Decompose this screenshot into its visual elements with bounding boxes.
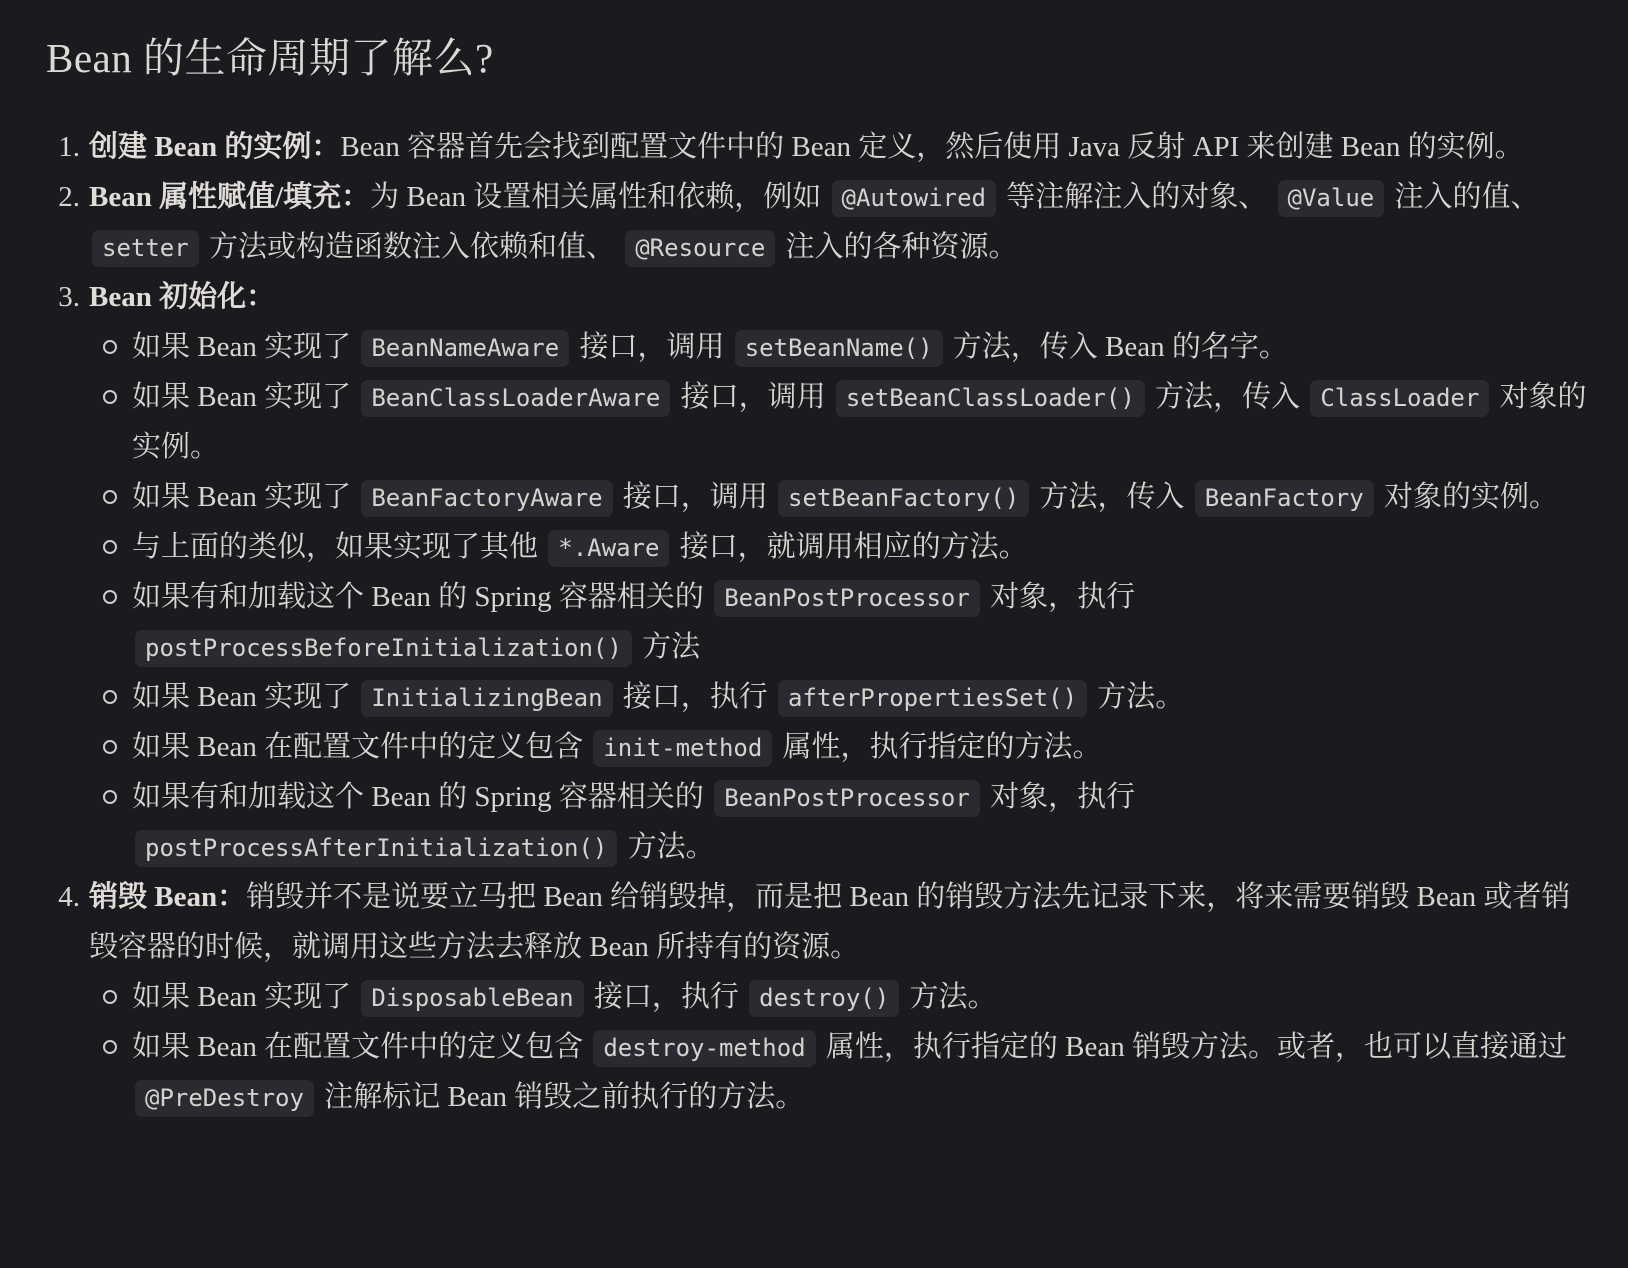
inline-code: InitializingBean	[361, 680, 612, 717]
inline-code: @PreDestroy	[135, 1080, 314, 1117]
text-run: 接口，执行	[615, 681, 776, 713]
list-item-text	[89, 172, 1590, 272]
sub-list-item-text	[132, 472, 1558, 522]
list-item-number: 2.	[58, 181, 80, 213]
inline-code: BeanClassLoaderAware	[361, 380, 670, 417]
text-run: 方法或构造函数注入依赖和值、	[201, 231, 623, 263]
text-run: 如果 Bean 实现了	[132, 331, 359, 363]
bold-label: Bean 初始化：	[89, 281, 276, 313]
circle-bullet-icon	[103, 790, 117, 804]
text-run: 属性，执行指定的 Bean 销毁方法。或者，也可以直接通过	[818, 1031, 1567, 1063]
sub-list-item	[103, 572, 1590, 672]
list-item-text	[89, 272, 1590, 322]
text-run: 接口，调用	[615, 481, 776, 513]
text-run: 接口，执行	[586, 981, 747, 1013]
text-run: 如果 Bean 在配置文件中的定义包含	[132, 1031, 591, 1063]
sub-list-item	[103, 672, 1590, 722]
inline-code: setBeanFactory()	[778, 480, 1029, 517]
text-run: 对象的实例。	[132, 381, 1587, 463]
list-item-body	[89, 272, 1590, 872]
list-item	[46, 122, 1590, 172]
inline-code: DisposableBean	[361, 980, 583, 1017]
text-run: Bean 容器首先会找到配置文件中的 Bean 定义，然后使用 Java 反射 API 来创建 Bean 的实例。	[340, 131, 1524, 163]
sub-list-item-text	[132, 572, 1590, 672]
inline-code: BeanPostProcessor	[714, 780, 980, 817]
text-run: 方法，传入	[1032, 481, 1192, 513]
sub-bullet-list	[89, 972, 1590, 1122]
text-run: 如果 Bean 实现了	[132, 981, 359, 1013]
text-run: 如果 Bean 在配置文件中的定义包含	[132, 731, 591, 763]
inline-code: BeanPostProcessor	[714, 580, 980, 617]
list-item-number: 4.	[58, 881, 80, 913]
sub-bullet-list	[89, 322, 1590, 872]
text-run: 销毁并不是说要立马把 Bean 给销毁掉，而是把 Bean 的销毁方法先记录下来，将来需要销毁 Bean 或者销毁容器的时候，就调用这些方法去释放 Bean 所持有的资源。	[89, 881, 1571, 963]
list-item-number: 1.	[58, 131, 80, 163]
circle-bullet-icon	[103, 1040, 117, 1054]
inline-code: *.Aware	[548, 530, 669, 567]
list-item-body	[89, 122, 1590, 172]
text-run: 与上面的类似，如果实现了其他	[132, 531, 546, 563]
sub-list-item	[103, 522, 1590, 572]
text-run: 注入的值、	[1387, 181, 1540, 213]
text-run: 接口，调用	[673, 381, 833, 413]
circle-bullet-icon	[103, 540, 117, 554]
list-item	[46, 872, 1590, 1122]
inline-code: BeanFactoryAware	[361, 480, 612, 517]
sub-list-item-text	[132, 772, 1590, 872]
text-run: 如果有和加载这个 Bean 的 Spring 容器相关的	[132, 781, 712, 813]
inline-code: setBeanName()	[735, 330, 943, 367]
sub-list-item-text	[132, 372, 1590, 472]
text-run: 如果 Bean 实现了	[132, 381, 359, 413]
inline-code: setter	[92, 230, 199, 267]
text-run: 对象，执行	[982, 581, 1136, 613]
inline-code: @Autowired	[832, 180, 997, 217]
text-run: 方法。	[620, 831, 715, 863]
text-run: 属性，执行指定的方法。	[775, 731, 1102, 763]
text-run: 方法。	[902, 981, 997, 1013]
inline-code: setBeanClassLoader()	[836, 380, 1145, 417]
inline-code: postProcessAfterInitialization()	[135, 830, 617, 867]
inline-code: @Resource	[625, 230, 775, 267]
lifecycle-ordered-list	[46, 122, 1590, 1122]
bold-label: 销毁 Bean：	[89, 881, 247, 913]
list-item-text	[89, 872, 1590, 972]
text-run: 如果有和加载这个 Bean 的 Spring 容器相关的	[132, 581, 712, 613]
inline-code: destroy()	[749, 980, 899, 1017]
list-item-body	[89, 872, 1590, 1122]
circle-bullet-icon	[103, 590, 117, 604]
inline-code: ClassLoader	[1310, 380, 1489, 417]
sub-list-item-text	[132, 972, 996, 1022]
inline-code: postProcessBeforeInitialization()	[135, 630, 632, 667]
text-run: 对象，执行	[982, 781, 1136, 813]
inline-code: destroy-method	[593, 1030, 815, 1067]
text-run: 方法，传入 Bean 的名字。	[945, 331, 1288, 363]
list-item-body	[89, 172, 1590, 272]
list-item-number: 3.	[58, 281, 80, 313]
inline-code: BeanNameAware	[361, 330, 569, 367]
inline-code: @Value	[1278, 180, 1385, 217]
text-run: 接口，调用	[572, 331, 732, 363]
list-item	[46, 172, 1590, 272]
sub-list-item	[103, 472, 1590, 522]
sub-list-item	[103, 372, 1590, 472]
sub-list-item	[103, 1022, 1590, 1122]
circle-bullet-icon	[103, 990, 117, 1004]
inline-code: afterPropertiesSet()	[778, 680, 1087, 717]
sub-list-item-text	[132, 522, 1028, 572]
circle-bullet-icon	[103, 490, 117, 504]
text-run: 为 Bean 设置相关属性和依赖，例如	[370, 181, 829, 213]
bold-label: Bean 属性赋值/填充：	[89, 181, 371, 213]
sub-list-item-text	[132, 1022, 1590, 1122]
circle-bullet-icon	[103, 690, 117, 704]
text-run: 注解标记 Bean 销毁之前执行的方法。	[316, 1081, 805, 1113]
inline-code: BeanFactory	[1195, 480, 1374, 517]
sub-list-item-text	[132, 722, 1102, 772]
circle-bullet-icon	[103, 740, 117, 754]
text-run: 接口，就调用相应的方法。	[672, 531, 1028, 563]
text-run: 对象的实例。	[1376, 481, 1558, 513]
sub-list-item	[103, 772, 1590, 872]
circle-bullet-icon	[103, 390, 117, 404]
text-run: 如果 Bean 实现了	[132, 481, 359, 513]
sub-list-item	[103, 722, 1590, 772]
list-item-text	[89, 122, 1590, 172]
sub-list-item-text	[132, 672, 1184, 722]
text-run: 方法，传入	[1147, 381, 1308, 413]
text-run: 方法	[634, 631, 701, 663]
list-item	[46, 272, 1590, 872]
text-run: 注入的各种资源。	[778, 231, 1018, 263]
circle-bullet-icon	[103, 340, 117, 354]
text-run: 如果 Bean 实现了	[132, 681, 359, 713]
inline-code: init-method	[593, 730, 772, 767]
sub-list-item	[103, 972, 1590, 1022]
text-run: 方法。	[1090, 681, 1185, 713]
sub-list-item	[103, 322, 1590, 372]
sub-list-item-text	[132, 322, 1288, 372]
page-title: Bean 的生命周期了解么?	[46, 35, 494, 81]
text-run: 等注解注入的对象、	[999, 181, 1275, 213]
bold-label: 创建 Bean 的实例：	[89, 131, 341, 163]
